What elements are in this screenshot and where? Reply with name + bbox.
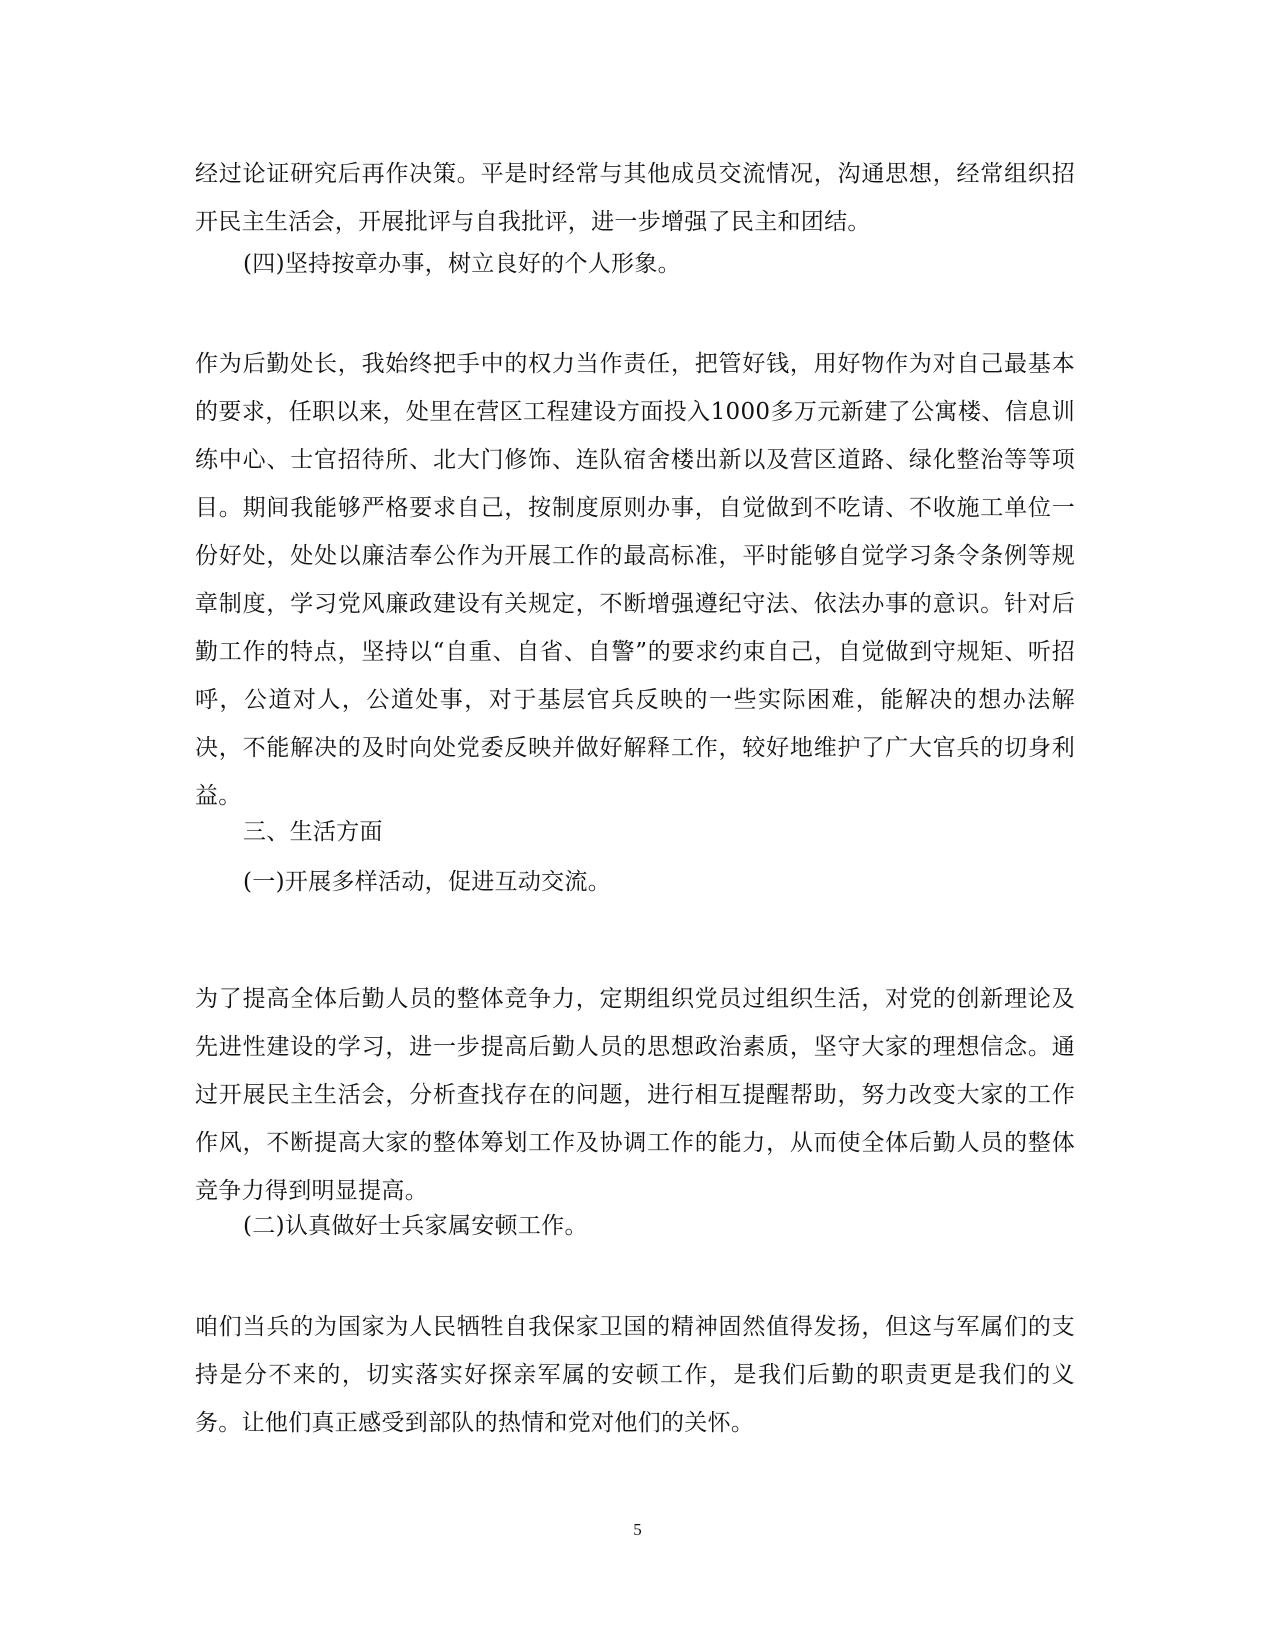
page-number: 5 <box>633 1520 642 1539</box>
heading-section-four: (四)坚持按章办事，树立良好的个人形象。 <box>243 251 681 277</box>
paragraph-decision-making: 经过论证研究后再作决策。平是时经常与其他成员交流情况，沟通思想，经常组织招开民主生活会，开展批评与自我批评，进一步增强了民主和团结。 <box>195 161 1075 235</box>
paragraph-family-support: 咱们当兵的为国家为人民牺牲自我保家卫国的精神固然值得发扬，但这与军属们的支持是分不来的，切实落实好探亲军属的安顿工作，是我们后勤的职责更是我们的义务。让他们真正感受到部队的热情和党对他们的关怀。 <box>195 1314 1075 1436</box>
paragraph-integrity: 作为后勤处长，我始终把手中的权力当作责任，把管好钱，用好物作为对自己最基本的要求，任职以来，处里在营区工程建设方面投入1000多万元新建了公寓楼、信息训练中心、士官招待所、北大门修饰、连队宿舍楼出新以及营区道路、绿化整治等等项目。期间我能够严格要求自己，按制度原则办事，自觉做到不吃请、不收施工单位一份好处，处处以廉洁奉公作为开展工作的最高标准，平时能够自觉学习条令条例等规章制度，学习党风廉政建设有关规定，不断增强遵纪守法、依法办事的意识。针对后勤工作的特点，坚持以“自重、自省、自警”的要求约束自己，自觉做到守规矩、听招呼，公道对人，公道处事，对于基层官兵反映的一些实际困难，能解决的想办法解决，不能解决的及时向处党委反映并做好解释工作，较好地维护了广大官兵的切身利益。 <box>195 351 1075 809</box>
heading-life-aspects: 三、生活方面 <box>243 819 383 845</box>
heading-activities: (一)开展多样活动，促进互动交流。 <box>243 869 612 895</box>
heading-family-settlement: (二)认真做好士兵家属安顿工作。 <box>243 1213 588 1239</box>
paragraph-competitiveness: 为了提高全体后勤人员的整体竞争力，定期组织党员过组织生活，对党的创新理论及先进性建设的学习，进一步提高后勤人员的思想政治素质，坚守大家的理想信念。通过开展民主生活会，分析查找存在的问题，进行相互提醒帮助，努力改变大家的工作作风，不断提高大家的整体筹划工作及协调工作的能力，从而使全体后勤人员的整体竞争力得到明显提高。 <box>195 986 1075 1204</box>
